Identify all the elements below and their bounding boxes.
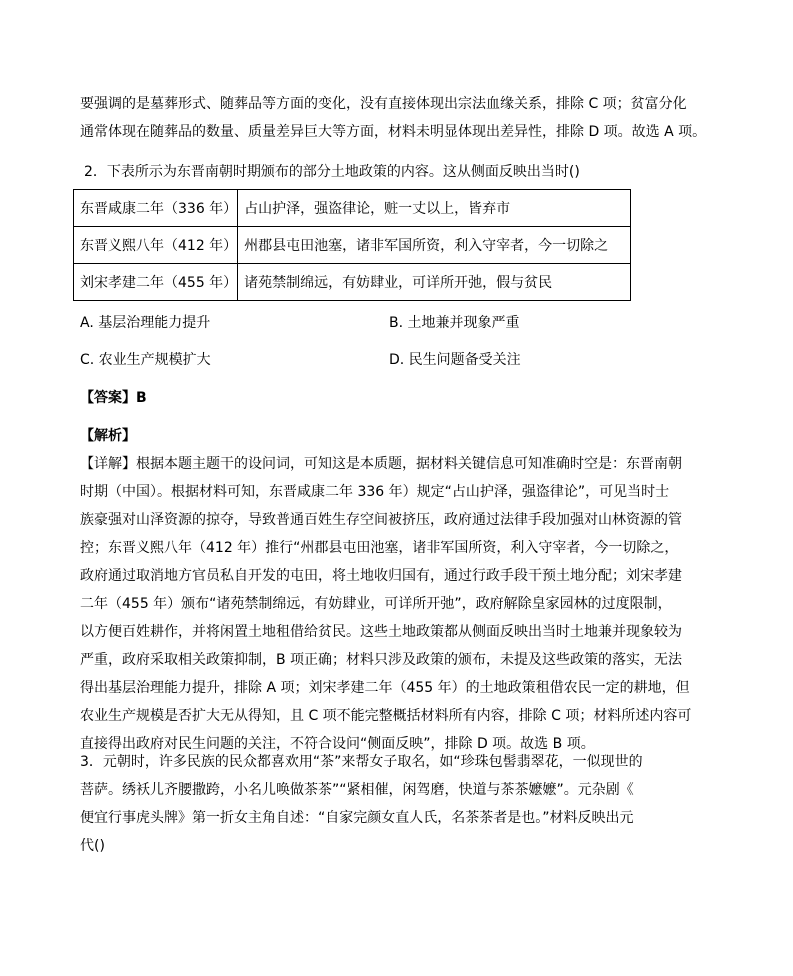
question-3-line: 代() [80, 838, 105, 854]
option-b: B. 土地兼并现象严重 [389, 315, 520, 331]
policy-time-cell: 东晋咸康二年（336 年） [74, 190, 238, 227]
table-row [74, 227, 631, 264]
question-2-stem: 2．下表所示为东晋南朝时期颁布的部分土地政策的内容。这从侧面反映出当时() [84, 164, 580, 180]
policy-time-cell: 东晋义熙八年（412 年） [74, 227, 238, 264]
policy-content-cell: 诸苑禁制绵远，有妨肆业，可详所开弛，假与贫民 [238, 264, 631, 301]
analysis-heading: 【解析】 [80, 428, 136, 444]
question-3-line: 3．元朝时，许多民族的民众都喜欢用“茶”来帮女子取名，如“珍珠包髻翡翠花，一似现世的 [80, 754, 643, 770]
detail-line: 时期（中国）。根据材料可知，东晋咸康二年 336 年）规定“占山护泽，强盗律论”，可见当时士 [80, 484, 670, 500]
land-policy-table [73, 189, 631, 301]
detail-line: 得出基层治理能力提升，排除 A 项；刘宋孝建二年（455 年）的土地政策租借农民一定的耕地，但 [80, 680, 690, 696]
detail-line: 控；东晋义熙八年（412 年）推行“州郡县屯田池塞，诸非军国所资，利入守宰者，今一切除之， [80, 540, 679, 556]
intro-line-1: 要强调的是墓葬形式、随葬品等方面的变化，没有直接体现出宗法血缘关系，排除 C 项；贫富分化 [80, 96, 687, 112]
intro-line-2: 通常体现在随葬品的数量、质量差异巨大等方面，材料未明显体现出差异性，排除 D 项。故选 A 项。 [80, 124, 707, 140]
detail-line: 族豪强对山泽资源的掠夺，导致普通百姓生存空间被挤压，政府通过法律手段加强对山林资源的管 [80, 512, 682, 528]
detail-line: 二年（455 年）颁布“诸苑禁制绵远，有妨肆业，可详所开弛”，政府解除皇家园林的过度限制， [80, 596, 672, 612]
policy-content-cell: 占山护泽，强盗律论，赃一丈以上，皆弃市 [238, 190, 631, 227]
answer-label: 【答案】B [80, 390, 147, 406]
table-row [74, 264, 631, 301]
detail-line: 农业生产规模是否扩大无从得知，且 C 项不能完整概括材料所有内容，排除 C 项；材料所述内容可 [80, 708, 692, 724]
question-3-line: 便宜行事虎头牌》第一折女主角自述：“自家完颜女直人氏，名茶茶者是也。”材料反映出元 [80, 810, 634, 826]
question-3-line: 菩萨。绣袄儿齐腰撒跨，小名儿唤做茶茶”“紧相催，闲驾磨，快道与茶茶嬷嬷”。元杂剧《 [80, 782, 634, 798]
policy-content-cell: 州郡县屯田池塞，诸非军国所资，利入守宰者，今一切除之 [238, 227, 631, 264]
policy-time-cell: 刘宋孝建二年（455 年） [74, 264, 238, 301]
table-row [74, 190, 631, 227]
detail-line: 严重，政府采取相关政策抑制，B 项正确；材料只涉及政策的颁布，未提及这些政策的落实，无法 [80, 652, 683, 668]
detail-line: 政府通过取消地方官员私自开发的屯田，将土地收归国有，通过行政手段干预土地分配；刘宋孝建 [80, 568, 682, 584]
option-c: C. 农业生产规模扩大 [80, 352, 211, 368]
detail-line: 以方便百姓耕作，并将闲置土地租借给贫民。这些土地政策都从侧面反映出当时土地兼并现象较为 [80, 624, 682, 640]
detail-line: 【详解】根据本题主题干的设问词，可知这是本质题，据材料关键信息可知准确时空是：东晋南朝 [80, 456, 682, 472]
option-a: A. 基层治理能力提升 [80, 315, 211, 331]
detail-line: 直接得出政府对民生问题的关注，不符合设问“侧面反映”，排除 D 项。故选 B 项。 [80, 736, 595, 752]
option-d: D. 民生问题备受关注 [389, 352, 521, 368]
